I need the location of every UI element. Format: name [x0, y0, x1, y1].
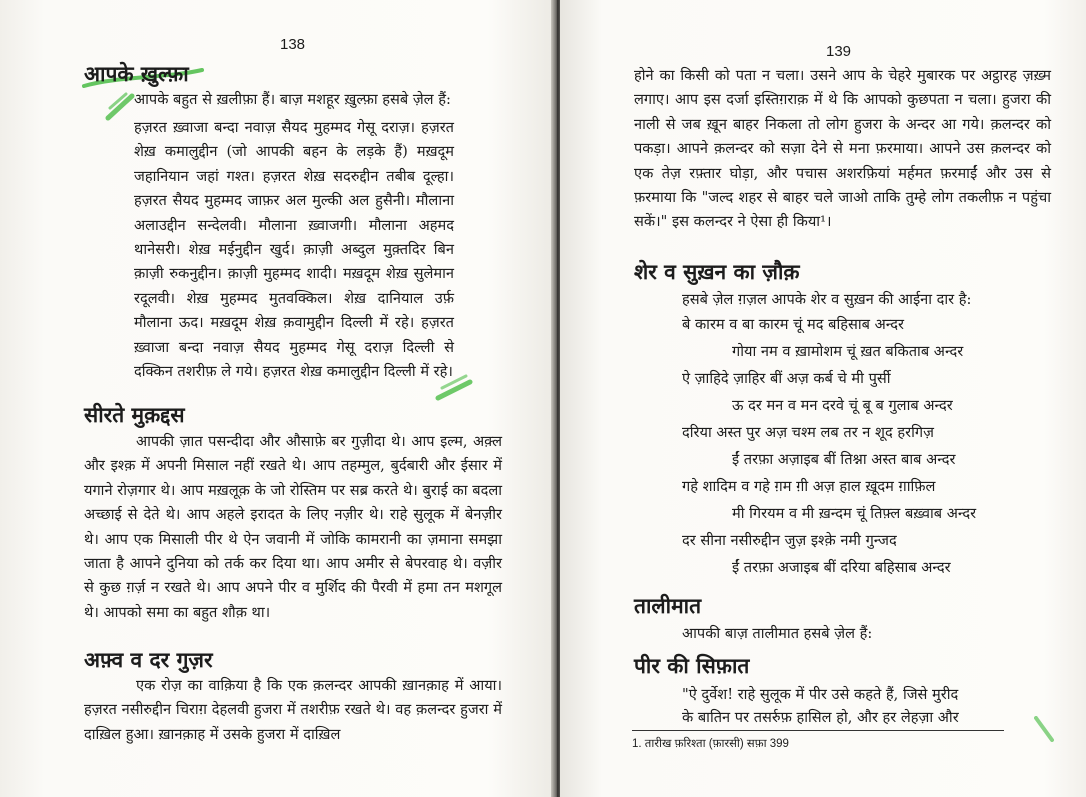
- continued-paragraph: होने का किसी को पता न चला। उसने आप के चेहरे मुबारक पर अट्ठारह ज़ख़्म लगाए। आप इस दर्जा इस्तिग़राक़ में थे कि आपको कुछपता न चला। हुजरा की नाली से जब ख़ून बाहर निकला तो लोग हुजरा के अन्दर आ गये। क़लन्दर को पकड़ा। आपने क़लन्दर को सज़ा देने से मना फ़रमाया। आपने उस क़लन्दर को एक तेज़ रफ़्तार घोड़ा, और पचास अशरफ़ियां मर्हमत फ़रमाईं और उस से फ़रमाया कि "जल्द शहर से बाहर चले जाओ ताकि तुम्हे लोग तकलीफ़ न पहुंचा सकें।" इस कलन्दर ने ऐसा ही किया¹।: [634, 67, 1051, 231]
- peer-line-2: के बातिन पर तसर्रुफ़ हासिल हो, और हर लेहज़ा और: [682, 709, 959, 726]
- khulfa-intro: आपके बहुत से ख़लीफ़ा हैं। बाज़ मशहूर ख़ुल्फ़ा हसबे ज़ेल हैं:: [134, 91, 451, 108]
- verse-line: ऊ दर मन व मन दरवे चूं बू ब गुलाब अन्दर: [732, 397, 953, 414]
- peer-line-1: "ऐ दुर्वेश! राहे सुलूक में पीर उसे कहते हैं, जिसे मुरीद: [682, 686, 959, 703]
- verse-line: मी गिरयम व मी ख़न्दम चूं तिफ़्ल बख़्वाब अन्दर: [732, 505, 977, 522]
- section-heading-khulfa: आपके ख़ुल्फ़ा: [84, 61, 189, 86]
- verse-line: ईं तरफ़ा अज़ाइब बीं तिश्ना अस्त बाब अन्दर: [732, 451, 956, 468]
- highlighter-mark-corner: [1030, 712, 1060, 746]
- verse-line: दर सीना नसीरुद्दीन जुज़ इश्क़े नमी गुन्जद: [682, 532, 897, 549]
- verse-line: गहे शादिम व गहे ग़म ग़ी अज़ हाल ख़ूदम ग़ाफ़िल: [682, 478, 936, 495]
- verse-line: ऐ ज़ाहिदे ज़ाहिर बीं अज़ कर्ब चे मी पुर्सी: [682, 370, 891, 387]
- khulfa-list-paragraph: हज़रत ख़्वाजा बन्दा नवाज़ सैयद मुहम्मद गेसू दराज़। हज़रत शेख़ कमालुद्दीन (जो आपकी बहन के लड़के हैं) मख़दूम जहानियान जहां गश्त। हज़रत शेख़ सदरुद्दीन तबीब दूल्हा। हज़रत सैयद मुहम्मद जाफ़र अल मुल्की अल हुसैनी। मौलाना अलाउद्दीन सन्देलवी। मौलाना ख़्वाजगी। मौलाना अहमद थानेसरी। शेख़ मईनुद्दीन खुर्द। क़ाज़ी अब्दुल मुक़्तदिर बिन क़ाज़ी रुकनुद्दीन। क़ाज़ी मुहम्मद शादी। मख़दूम शेख़ सुलेमान रदूलवी। शेख़ मुहम्मद मुतवक्किल। शेख़ दानियाल उर्फ़ मौलाना ऊद। मख़दूम शेख़ क़वामुद्दीन दिल्ली में रहे। हज़रत ख़्वाजा बन्दा नवाज़ सैयद मुहम्मद गेसू दराज़ दिल्ली से दक्किन तशरीफ़ ले गये। हज़रत शेख़ कमालुद्दीन दिल्ली में रहे।: [134, 119, 454, 381]
- right-page: [560, 0, 1086, 797]
- verse-line: ईं तरफ़ा अजाइब बीं दरिया बहिसाब अन्दर: [732, 559, 951, 576]
- footnote: 1. तारीख फ़रिश्ता (फ़ारसी) सफ़ा 399: [632, 738, 789, 750]
- page-number-left: 138: [280, 36, 306, 53]
- section-heading-peer: पीर की सिफ़ात: [634, 653, 750, 678]
- footnote-rule: [632, 730, 1004, 731]
- ghazal-intro: हसबे ज़ेल ग़ज़ल आपके शेर व सुख़न की आईना दार है:: [682, 291, 972, 308]
- section-heading-afv: अफ़्व व दर गुज़र: [84, 647, 213, 672]
- page-number-right: 139: [826, 43, 852, 60]
- section-heading-seerat: सीरते मुक़द्दस: [84, 402, 185, 427]
- verse-line: गोया नम व ख़ामोशम चूं ख़त बकिताब अन्दर: [732, 343, 964, 360]
- verse-line: दरिया अस्त पुर अज़ चश्म लब तर न शूद हरगिज़: [682, 424, 934, 441]
- section-heading-talimat: तालीमात: [634, 593, 702, 618]
- afv-paragraph: एक रोज़ का वाक़िया है कि एक क़लन्दर आपकी ख़ानक़ाह में आया। हज़रत नसीरुद्दीन चिराग़ देहलवी हुजरा में तशरीफ़ रखते थे। वह क़लन्दर हुजरा में दाख़िल हुआ। ख़ानक़ाह में उसके हुजरा में दाख़िल: [84, 677, 502, 743]
- talimat-intro: आपकी बाज़ तालीमात हसबे ज़ेल हैं:: [682, 625, 873, 642]
- verse-line: बे कारम व बा कारम चूं मद बहिसाब अन्दर: [682, 316, 905, 333]
- seerat-paragraph: आपकी ज़ात पसन्दीदा और औसाफ़े बर गुज़ीदा थे। आप इल्म, अक़्ल और इश्क़ में अपनी मिसाल नहीं रखते थे। आप तहम्मुल, बुर्दबारी और ईसार में यगाने रोज़गार थे। आप मख़लूक़ के जो रोस्तिम पर सब्र करते थे। बुराई का बदला अच्छाई से देते थे। आप अहले इरादत के लिए नज़ीर थे। राहे सुलूक में बेनज़ीर थे। आप एक मिसाली पीर थे ऐन जवानी में जोकि कामरानी का ज़माना समझा जाता है आपने दुनिया को तर्क कर दिया था। आप अमीर से बेपरवाह थे। वज़ीर से कुछ ग़र्ज़ न रखते थे। आप अपने पीर व मुर्शिद की पैरवी में हमा तन मशगूल थे। आपको समा का बहुत शौक़ था।: [84, 433, 502, 621]
- section-heading-sher: शेर व सुख़न का ज़ौक़: [634, 259, 800, 284]
